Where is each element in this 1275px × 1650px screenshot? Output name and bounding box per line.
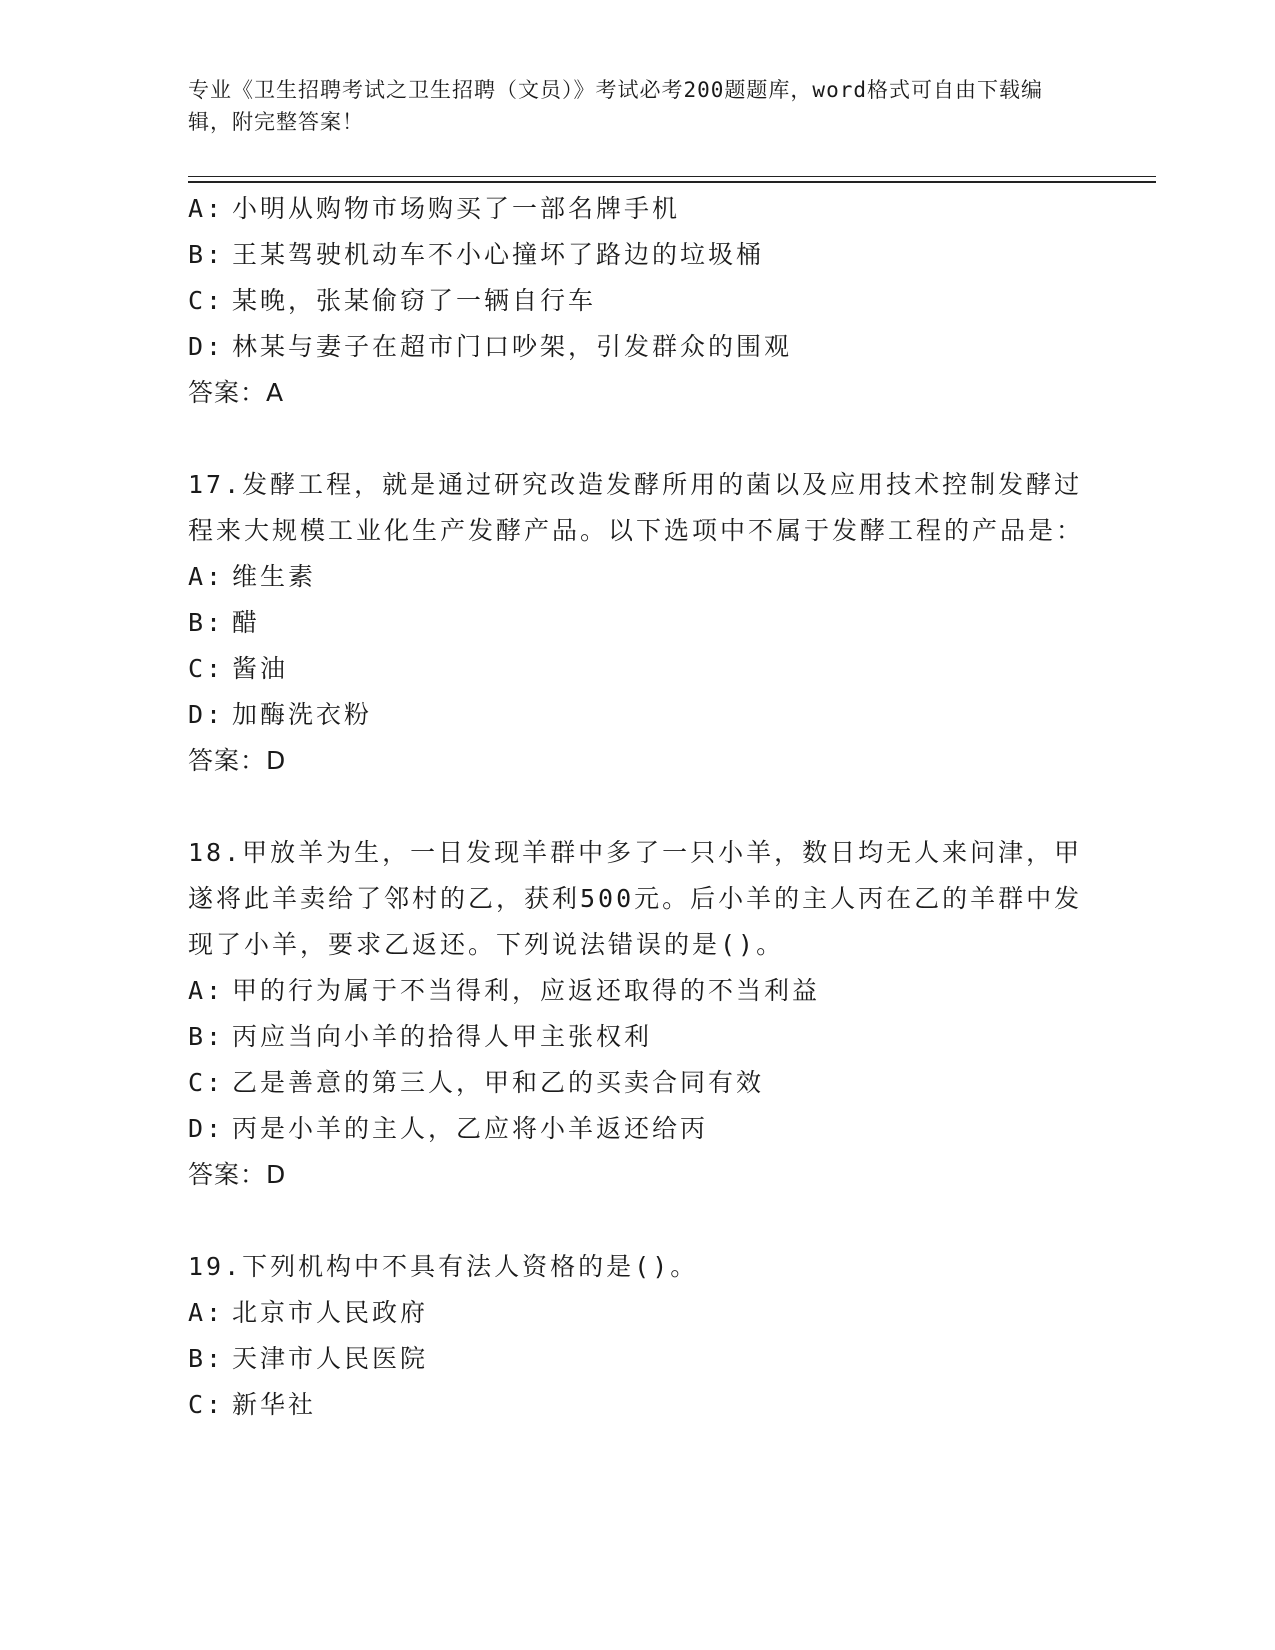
option-d xyxy=(188,324,1088,370)
option-a xyxy=(188,968,1088,1014)
option-d xyxy=(188,1106,1088,1152)
option-a xyxy=(188,1290,1088,1336)
question-19 xyxy=(188,1244,1088,1428)
option-b xyxy=(188,1014,1088,1060)
option-text: 酱油 xyxy=(232,654,289,683)
option-text: 小明从购物市场购买了一部名牌手机 xyxy=(232,194,681,223)
option-d xyxy=(188,692,1088,738)
document-header: 专业《卫生招聘考试之卫生招聘（文员）》考试必考200题题库，word格式可自由下载编辑，附完整答案！ xyxy=(188,78,1043,134)
option-letter: A: xyxy=(188,976,225,1005)
header-divider-thin xyxy=(188,176,1156,177)
option-a xyxy=(188,186,1088,232)
option-c xyxy=(188,278,1088,324)
option-c xyxy=(188,1382,1088,1428)
header-divider-thick xyxy=(188,181,1156,183)
option-text: 林某与妻子在超市门口吵架，引发群众的围观 xyxy=(232,332,793,361)
option-letter: B: xyxy=(188,240,225,269)
option-text: 醋 xyxy=(232,608,261,637)
option-letter: A: xyxy=(188,194,225,223)
question-17 xyxy=(188,462,1088,784)
option-c xyxy=(188,1060,1088,1106)
question-16 xyxy=(188,186,1088,416)
option-b xyxy=(188,232,1088,278)
option-letter: C: xyxy=(188,654,225,683)
option-letter: B: xyxy=(188,608,225,637)
option-a xyxy=(188,554,1088,600)
option-text: 甲的行为属于不当得利，应返还取得的不当利益 xyxy=(232,976,821,1005)
option-letter: D: xyxy=(188,1114,225,1143)
option-text: 乙是善意的第三人，甲和乙的买卖合同有效 xyxy=(232,1068,765,1097)
option-text: 王某驾驶机动车不小心撞坏了路边的垃圾桶 xyxy=(232,240,765,269)
answer-line: 答案：D xyxy=(188,1160,287,1189)
spacer xyxy=(188,416,1088,462)
option-letter: C: xyxy=(188,1068,225,1097)
question-stem: 18.甲放羊为生，一日发现羊群中多了一只小羊，数日均无人来问津，甲遂将此羊卖给了邻村的乙，获利500元。后小羊的主人丙在乙的羊群中发现了小羊，要求乙返还。下列说法错误的是()。 xyxy=(188,838,1083,959)
option-letter: A: xyxy=(188,1298,225,1327)
option-letter: D: xyxy=(188,700,225,729)
option-b xyxy=(188,1336,1088,1382)
question-stem: 17.发酵工程，就是通过研究改造发酵所用的菌以及应用技术控制发酵过程来大规模工业化生产发酵产品。以下选项中不属于发酵工程的产品是： xyxy=(188,470,1085,545)
answer-line: 答案：D xyxy=(188,746,287,775)
option-letter: D: xyxy=(188,332,225,361)
question-18 xyxy=(188,830,1088,1198)
spacer xyxy=(188,784,1088,830)
option-text: 天津市人民医院 xyxy=(232,1344,429,1373)
option-letter: B: xyxy=(188,1022,225,1051)
option-text: 丙是小羊的主人，乙应将小羊返还给丙 xyxy=(232,1114,709,1143)
option-text: 某晚，张某偷窃了一辆自行车 xyxy=(232,286,597,315)
option-text: 加酶洗衣粉 xyxy=(232,700,373,729)
question-content xyxy=(188,186,1088,1428)
spacer xyxy=(188,1198,1088,1244)
answer-line: 答案：A xyxy=(188,378,285,407)
option-letter: A: xyxy=(188,562,225,591)
option-text: 丙应当向小羊的拾得人甲主张权利 xyxy=(232,1022,653,1051)
option-letter: C: xyxy=(188,1390,225,1419)
option-text: 北京市人民政府 xyxy=(232,1298,429,1327)
option-b xyxy=(188,600,1088,646)
option-letter: B: xyxy=(188,1344,225,1373)
option-c xyxy=(188,646,1088,692)
option-text: 维生素 xyxy=(232,562,317,591)
option-letter: C: xyxy=(188,286,225,315)
option-text: 新华社 xyxy=(232,1390,317,1419)
question-stem: 19.下列机构中不具有法人资格的是()。 xyxy=(188,1252,699,1281)
